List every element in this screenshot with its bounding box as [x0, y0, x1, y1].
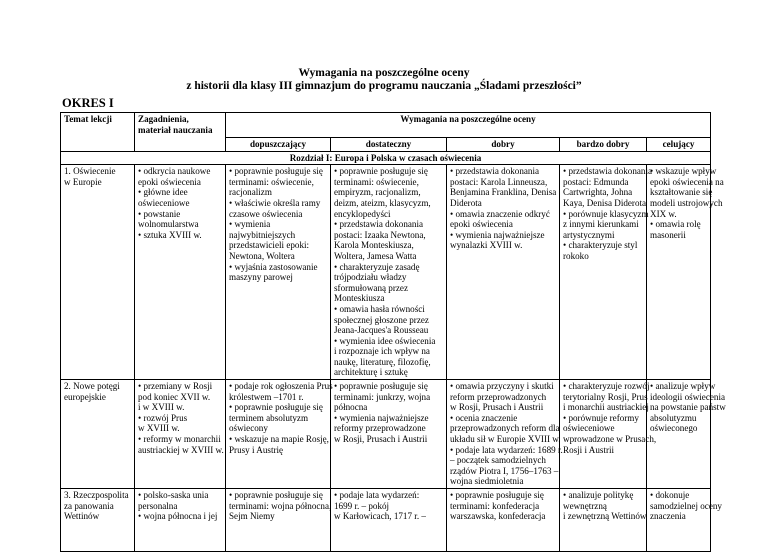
cell-line: • charakteryzuje rozwój [563, 381, 650, 392]
cell-line: królestwem –1701 r. [229, 391, 304, 402]
cell-line: 3. Rzeczpospolita [64, 490, 129, 500]
cell-line: • omawia znaczenie odkryć [450, 208, 550, 219]
period-heading: OKRES I [62, 96, 114, 110]
cell-line: • poprawnie posługuje się [334, 381, 428, 392]
cell-line: w XVIII w. [138, 423, 180, 434]
cell-line: ideologii oświecenia [650, 391, 726, 402]
grade-5-cell [560, 165, 653, 380]
header-topic: Temat lekcji [61, 113, 135, 152]
cell-line: • polsko-saska unia [138, 490, 209, 500]
cell-line: • sztuka XVIII w. [138, 229, 202, 240]
cell-line: • podaje lata wydarzeń: 1689 r. [450, 444, 563, 455]
level-dopuszczajacy: dopuszczający [226, 138, 331, 152]
cell-line: sformułowaną przez [334, 282, 408, 293]
cell-line: • wojna północna i jej [138, 511, 218, 522]
cell-line: Sejm Niemy [229, 511, 275, 522]
cell-line: z innymi kierunkami [563, 219, 639, 230]
cell-line: XIX w. [650, 208, 677, 219]
cell-line: • podaje rok ogłoszenia Prus [229, 381, 333, 392]
requirements-table [60, 112, 726, 552]
cell-line: masonerii [650, 229, 686, 240]
cell-line: • dokonuje [650, 490, 690, 500]
cell-line: Benjamina Franklina, Denisa [450, 187, 557, 198]
cell-line: w Karłowicach, 1717 r. – [334, 511, 426, 522]
cell-line: Newtona, Woltera [229, 250, 295, 261]
cell-line: • poprawnie posługuje się [229, 166, 323, 177]
cell-line: Diderota [450, 197, 482, 208]
cell-line: encyklopedyści [334, 208, 391, 219]
cell-line: Rosji i Austrii [563, 444, 615, 455]
cell-line: warszawska, konfederacja [450, 511, 546, 522]
cell-line: • wskazuje na mapie Rosję, [229, 434, 329, 445]
table-row [61, 380, 711, 489]
cell-line: europejskie [64, 391, 106, 402]
cell-line: • poprawnie posługuje się [334, 166, 428, 177]
cell-line: • przedstawia dokonania [563, 166, 653, 177]
header-issues: Zagadnienia, materiał nauczania [135, 113, 226, 152]
document-subtitle: z historii dla klasy III gimnazjum do programu nauczania „Śladami przeszłości” [186, 80, 582, 92]
cell-line: personalna [138, 500, 178, 511]
cell-line: – początek samodzielnych [450, 455, 546, 466]
cell-line: wewnętrzną [563, 500, 607, 511]
header-requirements: Wymagania na poszczególne oceny [226, 113, 711, 138]
cell-line: trójpodziału władzy [334, 272, 407, 283]
cell-line: • właściwie określa ramy [229, 197, 321, 208]
cell-line: Wettinów [64, 511, 100, 522]
cell-line: i monarchii austriackiej [563, 402, 649, 413]
topic-cell [61, 165, 135, 380]
cell-line: samodzielnej oceny [650, 500, 722, 511]
cell-line: w Europie [64, 176, 102, 187]
cell-line: terminami: oświecenie, [229, 176, 314, 187]
cell-line: oświeceniowe [138, 197, 190, 208]
issues-cell [135, 165, 226, 380]
table-row [61, 165, 711, 380]
cell-line: Karola Monteskiusza, [334, 240, 414, 251]
cell-line: • wymienia najważniejsze [450, 229, 545, 240]
cell-line: • poprawnie posługuje się [229, 402, 323, 413]
level-celujacy: celujący [647, 138, 711, 152]
cell-line: reform przeprowadzonych [450, 391, 547, 402]
cell-line: Jeana-Jacques'a Rousseau [334, 325, 429, 336]
cell-line: • analizuje wpływ [650, 381, 716, 392]
cell-line: postaci: Edmunda [563, 176, 629, 187]
cell-line: i zewnętrzną Wettinów [563, 511, 647, 522]
level-bardzo-dobry: bardzo dobry [560, 138, 647, 152]
grade-3-cell [331, 489, 447, 552]
cell-line: architekturę i sztukę [334, 367, 408, 378]
cell-line: układu sił w Europie XVIII w. [450, 434, 561, 445]
cell-line: artystycznymi [563, 229, 615, 240]
grade-6-cell [647, 165, 724, 380]
cell-line: czasowe oświecenia [229, 208, 303, 219]
cell-line: rokoko [563, 250, 589, 261]
table-body [61, 165, 726, 552]
chapter-title: Rozdział I: Europa i Polska w czasach oświecenia [61, 151, 711, 165]
cell-line: • wymienia najważniejsze [334, 412, 429, 423]
issues-cell [135, 380, 226, 489]
cell-line: wprowadzone w Prusach, [563, 434, 657, 445]
cell-line: • ocenia znaczenie [450, 412, 518, 423]
cell-line: północna [334, 402, 368, 413]
cell-line: naukę, literaturę, filozofię, [334, 356, 431, 367]
cell-line: Woltera, Jamesa Watta [334, 250, 417, 261]
cell-line: wolnomularstwa [138, 219, 199, 230]
cell-line: w Rosji, Prusach i Austrii [334, 434, 428, 445]
cell-line: • porównuje klasycyzm [563, 208, 649, 219]
cell-line: przedstawicieli epoki: [229, 240, 310, 251]
cell-line: epoki oświecenia [138, 176, 201, 187]
cell-line: Prusy i Austrię [229, 444, 284, 455]
cell-line: 1. Oświecenie [64, 166, 116, 177]
chapter-row [61, 151, 711, 165]
cell-line: Cartwrighta, Johna [563, 187, 633, 198]
cell-line: 2. Nowe potęgi [64, 381, 120, 392]
grade-6-cell [647, 489, 722, 552]
cell-line: • reformy w monarchii [138, 434, 221, 445]
cell-line: empiryzm, racjonalizm, [334, 187, 421, 198]
cell-line: oświeconego [650, 423, 698, 434]
cell-line: społecznej głoszone przez [334, 314, 429, 325]
cell-line: terminami: konfederacja [450, 500, 540, 511]
cell-line: epoki oświecenia na [650, 176, 724, 187]
cell-line: terminami: wojna północna, [229, 500, 332, 511]
cell-line: postaci: Karola Linneusza, [450, 176, 548, 187]
cell-line: • przedstawia dokonania [450, 166, 540, 177]
document-title: Wymagania na poszczególne oceny [298, 67, 470, 79]
cell-line: 1699 r. – pokój [334, 500, 390, 511]
cell-line: • poprawnie posługuje się [229, 490, 323, 500]
cell-line: • wyjaśnia zastosowanie [229, 261, 318, 272]
cell-line: • główne idee [138, 187, 188, 198]
cell-line: przeprowadzonych reform dla [450, 423, 560, 434]
cell-line: epoki oświecenia [450, 219, 513, 230]
cell-line: terytorialny Rosji, Prus [563, 391, 648, 402]
cell-line: znaczenia [650, 511, 686, 522]
cell-line: • podaje lata wydarzeń: [334, 490, 420, 500]
cell-line: • omawia hasła równości [334, 303, 425, 314]
cell-line: za panowania [64, 500, 114, 511]
cell-line: oświecony [229, 423, 268, 434]
cell-line: oświeceniowe [563, 423, 615, 434]
cell-line: • omawia rolę [650, 219, 701, 230]
cell-line: deizm, ateizm, klasycyzm, [334, 197, 431, 208]
cell-line: reformy przeprowadzone [334, 423, 426, 434]
cell-line: w Rosji, Prusach i Austrii [450, 402, 544, 413]
cell-line: kształtowanie się [650, 187, 713, 198]
cell-line: • powstanie [138, 208, 181, 219]
cell-line: Kaya, Denisa Diderota [563, 197, 647, 208]
grade-2-cell [226, 165, 331, 380]
grade-5-cell [560, 380, 657, 489]
cell-line: terminem absolutyzm [229, 412, 309, 423]
cell-line: austriackiej w XVIII w. [138, 444, 224, 455]
cell-line: absolutyzmu [650, 412, 697, 423]
cell-line: racjonalizm [229, 187, 272, 198]
cell-line: • wskazuje wpływ [650, 166, 717, 177]
cell-line: wynalazki XVIII w. [450, 240, 523, 251]
grade-5-cell [560, 489, 647, 552]
cell-line: wojna siedmioletnia [450, 476, 524, 487]
cell-line: • poprawnie posługuje się [450, 490, 544, 500]
grade-3-cell [331, 165, 447, 380]
table-header-row [61, 113, 711, 138]
cell-line: i w XVIII w. [138, 402, 185, 413]
level-dobry: dobry [447, 138, 560, 152]
cell-line: maszyny parowej [229, 272, 293, 283]
topic-cell [61, 380, 135, 489]
cell-line: modeli ustrojowych [650, 197, 723, 208]
cell-line: • porównuje reformy [563, 412, 639, 423]
topic-cell [61, 489, 135, 552]
grade-3-cell [331, 380, 447, 489]
grade-2-cell [226, 489, 331, 552]
cell-line: rządów Piotra I, 1756–1763 – [450, 465, 559, 476]
cell-line: terminami: oświecenie, [334, 176, 419, 187]
level-dostateczny: dostateczny [331, 138, 447, 152]
cell-line: • charakteryzuje zasadę [334, 261, 420, 272]
cell-line: • omawia przyczyny i skutki [450, 381, 554, 392]
cell-line: • rozwój Prus [138, 412, 188, 423]
cell-line: • wymienia idee oświecenia [334, 335, 436, 346]
cell-line: • wymienia [229, 219, 271, 230]
cell-line: najwybitniejszych [229, 229, 296, 240]
cell-line: na powstanie państw [650, 402, 726, 413]
cell-line: • przedstawia dokonania [334, 219, 424, 230]
issues-cell [135, 489, 226, 552]
table-row [61, 489, 711, 552]
grade-4-cell [447, 489, 560, 552]
grade-6-cell [647, 380, 726, 489]
grade-2-cell [226, 380, 331, 489]
cell-line: Monteskiusza [334, 293, 385, 304]
cell-line: i rozpoznaje ich wpływ na [334, 346, 430, 357]
cell-line: postaci: Izaaka Newtona, [334, 229, 426, 240]
grade-4-cell [447, 380, 563, 489]
cell-line: pod koniec XVII w. [138, 391, 211, 402]
cell-line: • analizuje politykę [563, 490, 634, 500]
cell-line: • przemiany w Rosji [138, 381, 213, 392]
grade-4-cell [447, 165, 560, 380]
cell-line: • charakteryzuje styl [563, 240, 638, 251]
cell-line: • odkrycia naukowe [138, 166, 211, 177]
cell-line: terminami: junkrzy, wojna [334, 391, 431, 402]
